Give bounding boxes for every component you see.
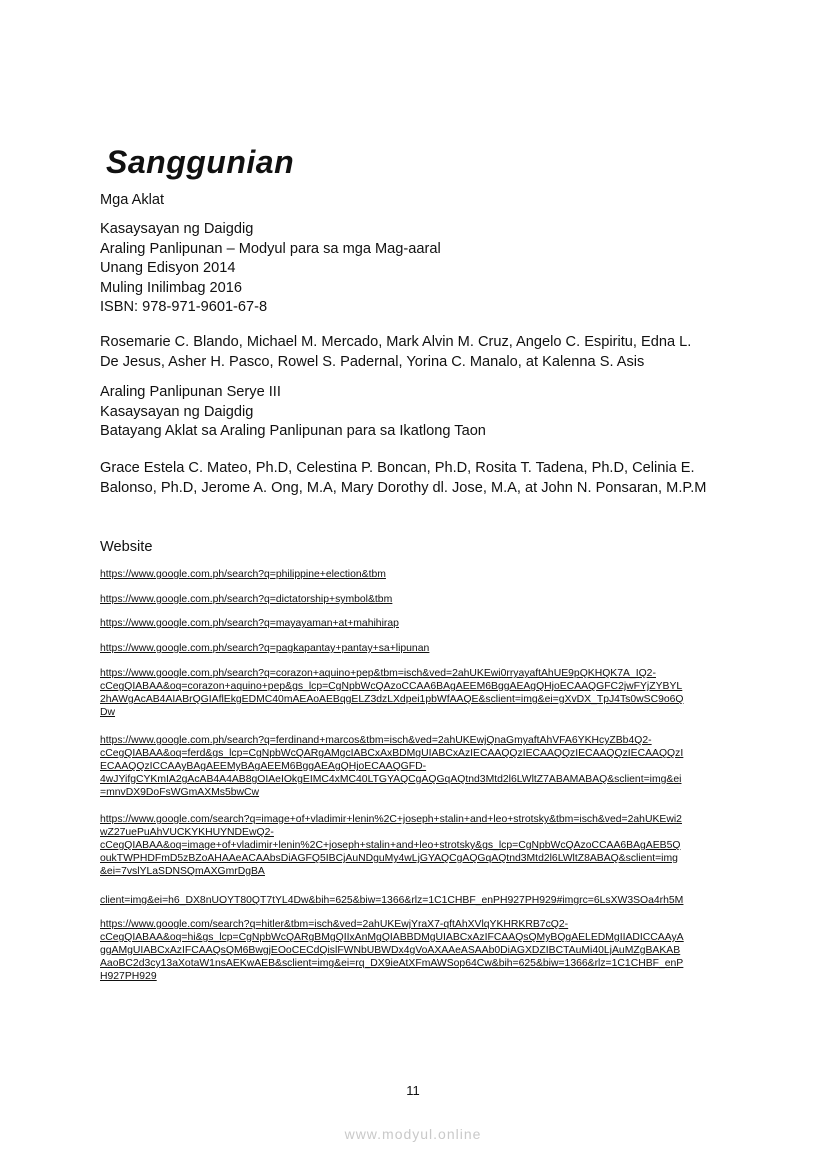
authors-1: [100, 333, 691, 372]
book-line: Muling Inilimbag 2016: [100, 279, 242, 296]
website-heading: Website: [100, 539, 153, 555]
reference-link-line[interactable]: https://www.google.com/search?q=image+of+vladimir+lenin%2C+joseph+stalin+and+leo+strotsky&tbm=isch&ved=2ahUKEwi2: [100, 814, 682, 825]
reference-link[interactable]: [100, 667, 684, 719]
reference-link[interactable]: [100, 568, 386, 581]
reference-link-line[interactable]: https://www.google.com.ph/search?q=dictatorship+symbol&tbm: [100, 594, 393, 605]
reference-link-line[interactable]: H927PH929: [100, 971, 157, 982]
authors-line: Rosemarie C. Blando, Michael M. Mercado, Mark Alvin M. Cruz, Angelo C. Espiritu, Edna L.: [100, 334, 692, 350]
reference-link-line[interactable]: cCegQIABAA&oq=corazon+aquino+pep&gs_lcp=CgNpbWcQAzoCCAA6BAgAEEM6BggAEAgQHjoECAAQGFC2jwFYjZYBYL: [100, 681, 683, 692]
reference-link-line[interactable]: https://www.google.com.ph/search?q=philippine+election&tbm: [100, 569, 386, 580]
book-entry-1: [100, 220, 441, 318]
reference-link-line[interactable]: https://www.google.com.ph/search?q=pagkapantay+pantay+sa+lipunan: [100, 643, 430, 654]
book-line: Unang Edisyon 2014: [100, 260, 236, 277]
reference-link-line[interactable]: &ei=7vslYLaSDNSQmAXGmrDgBA: [100, 866, 265, 877]
reference-link-line[interactable]: ECAAQQzICCAAyBAgAEEMyBAgAEEM6BggAEAgQHjoECAAQGFD-: [100, 761, 427, 772]
reference-link-line[interactable]: AaoBC2d3cy13aXotaW1nsAEKwAEB&sclient=img&ei=rq_DX9ieAtXFmAWSop64Cw&bih=625&biw=1366&rlz=1C1CHBF_enP: [100, 958, 684, 969]
reference-link-line[interactable]: 2hAWgAcAB4AIABrQGIAflEkgEDMC40mAEAoAEBqgELZ3dzLXdpei1pbWfAAQE&sclient=img&ei=gXvDX_TpJ4Ts0wSC9o6Q: [100, 694, 684, 705]
reference-link-line[interactable]: https://www.google.com.ph/search?q=ferdinand+marcos&tbm=isch&ved=2ahUKEwjQnaGmyaftAhVFA6YKHcyZBb4Q2-: [100, 735, 652, 746]
reference-link[interactable]: [100, 734, 683, 799]
reference-link-line[interactable]: cCegQIABAA&oq=hi&gs_lcp=CgNpbWcQARgBMgQIIxAnMgQIABBDMgUIABCxAzIFCAAQsQMyBQgAELEDMgIIADICCAAyA: [100, 932, 684, 943]
reference-link-line[interactable]: =mnvDX9DoFsWGmAXMs5bwCw: [100, 787, 260, 798]
reference-link-line[interactable]: 4wJYifgCYKmIA2gAcAB4A4AB8gOIAeIOkgEIMC4xMC40LTGYAQCgAQGqAQtnd3Mtd2l6LWltZ7ABAMABAQ&sclient=img&ei: [100, 774, 682, 785]
reference-link-line[interactable]: wZ27uePuAhVUCKYKHUYNDEwQ2-: [100, 827, 274, 838]
book-line: Kasaysayan ng Daigdig: [100, 221, 254, 237]
book-line: Kasaysayan ng Daigdig: [100, 403, 254, 420]
authors-2: [100, 459, 706, 498]
authors-line: Balonso, Ph.D, Jerome A. Ong, M.A, Mary Dorothy dl. Jose, M.A, at John N. Ponsaran, M.P.M: [100, 479, 707, 496]
reference-link[interactable]: [100, 593, 392, 606]
reference-link-line[interactable]: https://www.google.com.ph/search?q=corazon+aquino+pep&tbm=isch&ved=2ahUKEwi0rryayaftAhUE9pQKHQK7A_IQ2-: [100, 668, 656, 679]
reference-link-line[interactable]: Dw: [100, 707, 116, 718]
reference-link-line[interactable]: cCegQIABAA&oq=ferd&gs_lcp=CgNpbWcQARgAMgcIABCxAxBDMgUIABCxAzIECAAQQzIECAAQQzIECAAQQzIECAAQQzI: [100, 748, 684, 759]
reference-link[interactable]: [100, 617, 399, 630]
page-title: Sanggunian: [106, 144, 295, 180]
books-heading: Mga Aklat: [100, 192, 165, 208]
book-line: Araling Panlipunan – Modyul para sa mga Mag-aaral: [100, 240, 441, 257]
book-entry-2: [100, 383, 486, 442]
reference-link-line[interactable]: client=img&ei=h6_DX8nUOYT80QT7tYL4Dw&bih=625&biw=1366&rlz=1C1CHBF_enPH927PH929#imgrc=6LsXW3SOa4rh5M: [100, 895, 684, 906]
reference-link-line[interactable]: https://www.google.com/search?q=hitler&tbm=isch&ved=2ahUKEwjYraX7-qftAhXVlqYKHRKRB7cQ2-: [100, 919, 569, 930]
reference-link[interactable]: [100, 918, 684, 983]
authors-line: Grace Estela C. Mateo, Ph.D, Celestina P. Boncan, Ph.D, Rosita T. Tadena, Ph.D, Celinia E.: [100, 460, 695, 476]
reference-link[interactable]: [100, 642, 429, 655]
watermark: www.modyul.online: [344, 1126, 482, 1142]
reference-link[interactable]: [100, 894, 683, 907]
book-line: ISBN: 978-971-9601-67-8: [100, 299, 268, 316]
reference-link-line[interactable]: oukTWPHDFmD5zBZoAHAAeACAAbsDiAGFQ5IBCjAuNDguMy4wLjGYAQCgAQGqAQtnd3Mtd2l6LWltZ8ABAQ&sclient=img: [100, 853, 678, 864]
book-line: Batayang Aklat sa Araling Panlipunan para sa Ikatlong Taon: [100, 423, 486, 440]
page-number: 11: [406, 1083, 420, 1098]
book-line: Araling Panlipunan Serye III: [100, 384, 281, 400]
reference-link-line[interactable]: https://www.google.com.ph/search?q=mayayaman+at+mahihirap: [100, 618, 399, 629]
reference-link-line[interactable]: cCegQIABAA&oq=image+of+vladimir+lenin%2C+joseph+stalin+and+leo+strotsky&gs_lcp=CgNpbWcQAzoCCAA6BAgAEB5Q: [100, 840, 681, 851]
reference-link-line[interactable]: ggAMgUIABCxAzIFCAAQsQM6BwgjEOoCECdQislFWNbUBWDx4gVoAXAAeASAAb0DiAGXDZIBCTAuMi40LjAuMZgBAKAB: [100, 945, 681, 956]
authors-line: De Jesus, Asher H. Pasco, Rowel S. Padernal, Yorina C. Manalo, at Kalenna S. Asis: [100, 353, 645, 370]
reference-link[interactable]: [100, 813, 682, 878]
